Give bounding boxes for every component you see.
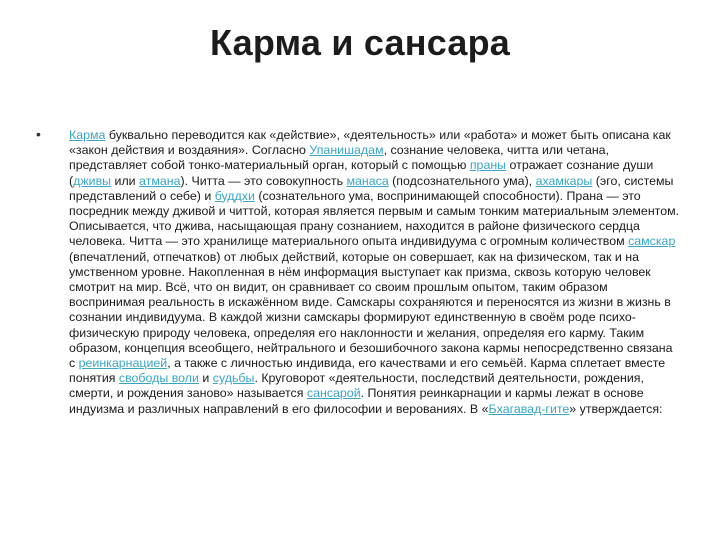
paragraph-link[interactable]: реинкарнацией [78, 356, 168, 371]
paragraph-link[interactable]: ахамкары [535, 173, 593, 188]
paragraph-text: и [198, 371, 213, 386]
paragraph-link[interactable]: праны [469, 158, 507, 173]
paragraph-text: (эго, системы представлений о себе) и [69, 173, 674, 203]
paragraph-link[interactable]: самскар [628, 234, 676, 249]
paragraph-text: , сознание человека, читта или четана, представляет собой тонко-материальный орган, который с помощью [69, 143, 610, 173]
paragraph-text: » утверждается: [569, 401, 663, 416]
paragraph-link[interactable]: Упанишадам [309, 143, 384, 158]
paragraph-text: отражает сознание души ( [69, 158, 654, 188]
paragraph-link[interactable]: судьбы [212, 371, 255, 386]
paragraph-text: (сознательного ума, воспринимающей способности). Прана — это посредник между дживой и читтой, которая является первым и самым тонким материальным элементом. Описывается, что джива, насыщающая прану сознанием, находится в районе физического сердца человека. Читта — это хранилище материального опыта индивидуума с огромным количеством [69, 188, 680, 249]
paragraph-link[interactable]: свободы воли [118, 371, 199, 386]
paragraph-text: буквально переводится как «действие», «деятельность» или «работа» и может быть описана как «закон действия и воздаяния». Согласно [69, 128, 671, 158]
paragraph-text: (впечатлений, отпечатков) от любых действий, которые он совершает, как на физическом, так и на умственном уровне. Накопленная в нём информация выступает как призма, сквозь которую человек смотрит на мир. Всё, что он видит, он сравнивает со своим прошлым опытом, таким образом воспринимая реальность в искажённом виде. Самскары сохраняются и переносятся из жизни в жизнь в сознании индивидуума. В каждой жизни самскары формируют единственную в своём роде психо-физическую природу человека, определяя его наклонности и желания, определяя его карму. Таким образом, концепция всеобщего, нейтрального и безошибочного закона кармы непосредственно связана с [69, 249, 673, 371]
paragraph-link[interactable]: Карма [69, 128, 106, 142]
paragraph-link[interactable]: Бхагавад-гите [488, 401, 570, 416]
paragraph-link[interactable]: дживы [73, 173, 112, 188]
paragraph-text: ). Читта — это совокупность [180, 173, 347, 188]
paragraph-link[interactable]: сансарой [306, 386, 361, 401]
body-paragraph [69, 128, 681, 417]
paragraph-link[interactable]: атмана [139, 173, 181, 188]
paragraph-text: . Круговорот «деятельности, последствий деятельности, рождения, смерти, и рождения заново» называется [69, 371, 644, 401]
paragraph-text: или [111, 173, 140, 188]
paragraph-text: (подсознательного ума), [388, 173, 536, 188]
paragraph-link[interactable]: манаса [346, 173, 389, 188]
page-title: Карма и сансара [210, 22, 510, 63]
bullet-marker: • [36, 126, 41, 142]
paragraph-text: , а также с личностью индивида, его качествами и его семьёй. Карма сплетает вместе понятия [69, 356, 666, 386]
paragraph-link[interactable]: буддхи [214, 188, 255, 203]
paragraph-text: . Понятия реинкарнации и кармы лежат в основе индуизма и различных направлений в его философии и верованиях. В « [69, 386, 644, 416]
